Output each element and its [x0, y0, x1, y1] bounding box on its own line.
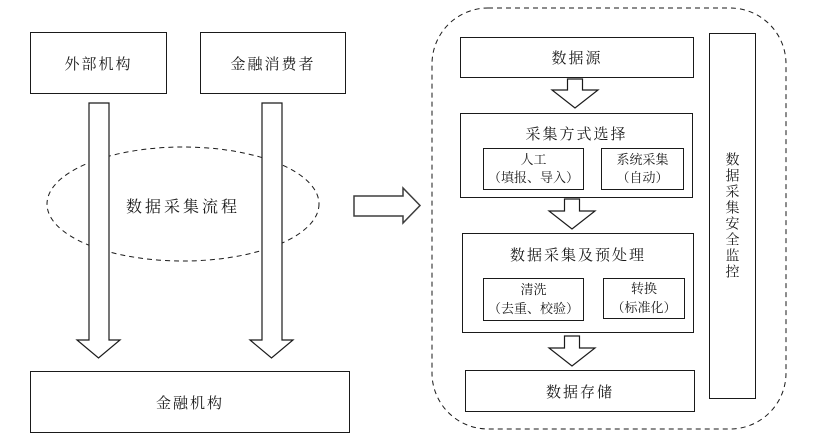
manual-line1: 人工	[520, 151, 547, 167]
long-down-arrow-icon	[77, 103, 120, 358]
process-ellipse-label: 数据采集流程	[125, 199, 240, 216]
down-arrow-icon	[552, 79, 598, 108]
storage-label: 数据存储	[545, 383, 614, 401]
method-box	[460, 113, 693, 198]
monitor-box	[709, 33, 756, 399]
clean-line1: 清洗	[520, 282, 547, 298]
manual-subbox	[483, 148, 584, 190]
external-org-box	[30, 32, 167, 94]
transform-line1: 转换	[630, 281, 657, 297]
right-arrow-icon	[354, 188, 420, 223]
long-down-arrow-icon	[250, 103, 293, 358]
financial-institution-box	[30, 371, 350, 433]
clean-line2: （去重、校验）	[487, 300, 579, 316]
method-box-title: 采集方式选择	[525, 126, 628, 143]
preprocess-box	[462, 233, 694, 333]
monitor-label: 数据采集安全监控	[724, 152, 741, 280]
down-arrow-icon	[549, 336, 595, 366]
transform-line2: （标准化）	[611, 299, 677, 315]
data-source-label: 数据源	[551, 50, 603, 67]
down-arrow-icon	[549, 199, 595, 229]
external-org-label: 外部机构	[64, 55, 133, 73]
system-line2: （自动）	[616, 170, 669, 185]
transform-subbox	[603, 278, 685, 319]
storage-box	[465, 370, 695, 412]
financial-institution-label: 金融机构	[155, 394, 224, 412]
system-subbox	[601, 148, 684, 190]
financial-consumer-label: 金融消费者	[230, 55, 316, 73]
manual-line2: （填报、导入）	[487, 170, 579, 185]
financial-consumer-box	[200, 32, 346, 94]
data-source-box	[460, 37, 694, 78]
clean-subbox	[483, 278, 584, 321]
preprocess-box-title: 数据采集及预处理	[509, 247, 646, 264]
system-line1: 系统采集	[616, 151, 669, 167]
